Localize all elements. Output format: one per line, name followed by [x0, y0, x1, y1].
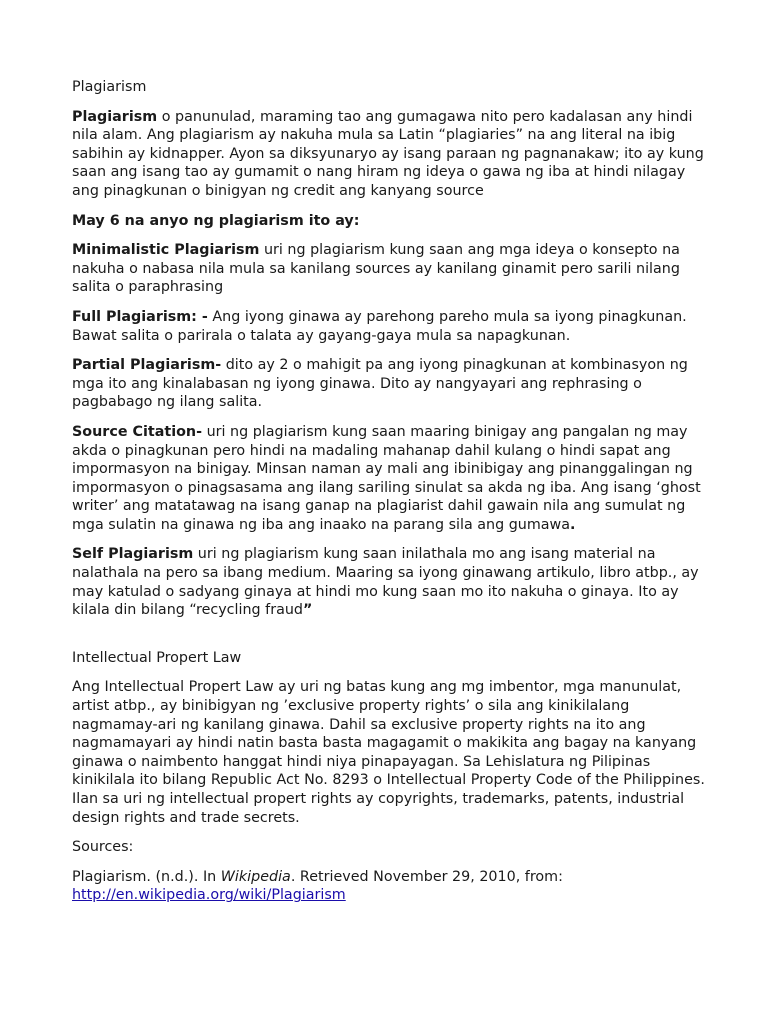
type-paragraph-partial [72, 356, 706, 412]
type-paragraph-minimalistic [72, 241, 706, 297]
section-spacer [72, 631, 706, 649]
ip-heading: Intellectual Propert Law [72, 649, 242, 666]
type-term: Self Plagiarism [72, 546, 194, 563]
citation-suffix: . Retrieved November 29, 2010, from: [290, 868, 563, 885]
ip-paragraph: Ang Intellectual Propert Law ay uri ng batas kung ang mg imbentor, mga manunulat, artist atbp., ay binibigyan ng ’exclusive property rights’ o sila ang kinikilalang nagmamay-ari ng kanilang ginawa. Dahil sa exclusive property rights na ito ang nagmamayari ay hindi natin basta basta magagamit o makikita ang bagay na kanyang ginawa o naimbento hanggat hindi niya pinapayagan. Sa Lehislatura ng Pilipinas kinikilala ito bilang Republic Act No. 8293 o Intellectual Property Code of the Philippines. Ilan sa uri ng intellectual propert rights ay copyrights, trademarks, patents, industrial design rights and trade secrets. [72, 679, 705, 826]
type-tail: . [570, 516, 576, 533]
type-term: Minimalistic Plagiarism [72, 242, 260, 259]
type-term: Partial Plagiarism- [72, 357, 222, 374]
type-tail: ” [302, 602, 313, 619]
type-paragraph-full [72, 308, 706, 345]
type-term: Full Plagiarism: - [72, 308, 208, 325]
type-term: Source Citation- [72, 423, 203, 440]
document-title: Plagiarism [72, 79, 147, 95]
intro-paragraph [72, 108, 706, 201]
sources-label: Sources: [72, 839, 134, 856]
citation-prefix: Plagiarism. (n.d.). In [72, 868, 221, 885]
type-text: Ang iyong ginawa ay parehong pareho mula sa iyong pinagkunan. Bawat salita o parirala o talata ay gayang-gaya mula sa napagkunan. [72, 308, 687, 344]
type-text: uri ng plagiarism kung saan maaring binigay ang pangalan ng may akda o pinagkunan pero hindi na madaling mahanap dahil kulang o hindi sapat ang impormasyon na binigay. Minsan naman ay mali ang ibinibigay ang pinanggalingan ng impormasyon o pinagsasama ang ilang sariling sinulat sa akda ng iba. Ang isang ‘ghost writer’ ang matatawag na isang ganap na plagiarist dahil gawain nila ang sumulat ng mga sulatin na ginawa ng iba ang inaako na parang sila ang gumawa [72, 423, 701, 533]
citation-link[interactable]: http://en.wikipedia.org/wiki/Plagiarism [72, 887, 346, 904]
type-text: uri ng plagiarism kung saan inilathala mo ang isang material na nalathala na pero sa ibang medium. Maaring sa iyong ginawang artikulo, libro atbp., ay may katulad o sadyang ginaya at hindi mo kung saan mo ito nakuha o ginaya. Ito ay kilala din bilang “recycling fraud [72, 546, 699, 619]
type-paragraph-self [72, 545, 706, 619]
type-text: uri ng plagiarism kung saan ang mga ideya o konsepto na nakuha o nabasa nila mula sa kanilang sources ay kanilang ginamit pero sarili nilang salita o paraphrasing [72, 242, 680, 296]
citation-work: Wikipedia [220, 868, 291, 885]
type-paragraph-source-citation [72, 423, 706, 535]
intro-text: o panunulad, maraming tao ang gumagawa nito pero kadalasan any hindi nila alam. Ang plagiarism ay nakuha mula sa Latin “plagiaries” na ang literal na ibig sabihin ay kidnapper. Ayon sa diksyunaryo ay isang paraan ng pagnanakaw; ito ay kung saan ang isang tao ay gumamit o nang hiram ng ideya o gawa ng iba at hindi nilagay ang pinagkunan o binigyan ng credit ang kanyang source [72, 108, 704, 199]
citation [72, 868, 706, 905]
type-text: dito ay 2 o mahigit pa ang iyong pinagkunan at kombinasyon ng mga ito ang kinalabasan ng iyong ginawa. Dito ay nangyayari ang rephrasing o pagbabago ng ilang salita. [72, 357, 688, 411]
types-heading: May 6 na anyo ng plagiarism ito ay: [72, 212, 360, 229]
intro-term: Plagiarism [72, 108, 158, 125]
